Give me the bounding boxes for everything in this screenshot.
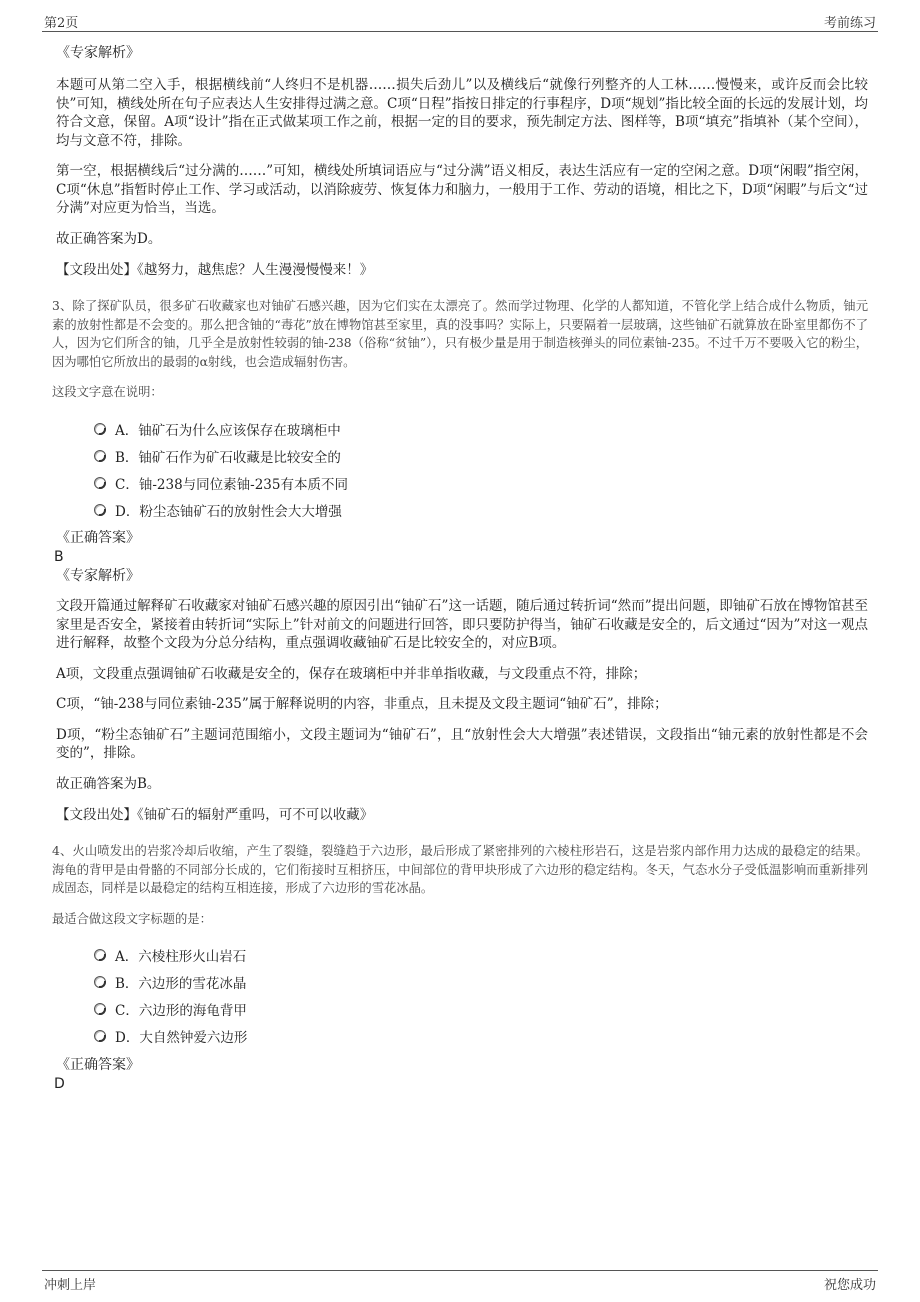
- option-label: D．粉尘态铀矿石的放射性会大大增强: [115, 503, 342, 520]
- page-footer: [0, 1266, 920, 1302]
- q3-answer-label: 《正确答案》: [56, 530, 140, 546]
- q2-analysis-label: 《专家解析》: [56, 45, 140, 61]
- footer-right: 祝您成功: [823, 1278, 876, 1293]
- radio-icon[interactable]: [94, 423, 106, 435]
- radio-icon[interactable]: [94, 450, 106, 462]
- q4-option-d[interactable]: [94, 1023, 868, 1050]
- q4-option-a[interactable]: [94, 942, 868, 969]
- q3-options: [94, 415, 868, 523]
- q2-source: 【文段出处】《越努力，越焦虑？人生漫漫慢慢来！》: [56, 262, 374, 278]
- q2-analysis-p1: 本题可从第二空入手，根据横线前“人终归不是机器……损失后劲儿”以及横线后“就像行列整齐的人工林……慢慢来，或许反而会比较快”可知，横线处所在句子应表达人生安排得过满之意。C项“日程”指按日排定的行事程序，D项“规划”指比较全面的长远的发展计划，均符合文意，保留。A项“设计”指在正式做某项工作之前，根据一定的目的要求，预先制定方法、图样等，B项“填充”指填补（某个空间），均与文意不符，排除。: [56, 77, 868, 149]
- radio-icon[interactable]: [94, 1030, 106, 1042]
- option-label: A．铀矿石为什么应该保存在玻璃柜中: [115, 422, 341, 439]
- option-label: B．铀矿石作为矿石收藏是比较安全的: [115, 449, 341, 466]
- q4-answer: D: [54, 1075, 65, 1092]
- header-title: 考前练习: [823, 16, 876, 31]
- q3-source: 【文段出处】《铀矿石的辐射严重吗，可不可以收藏》: [56, 807, 374, 823]
- q3-analysis-p2: A项，文段重点强调铀矿石收藏是安全的，保存在玻璃柜中并非单指收藏，与文段重点不符，排除；: [56, 665, 647, 682]
- page-header: [0, 0, 920, 32]
- q3-analysis-p1: 文段开篇通过解释矿石收藏家对铀矿石感兴趣的原因引出“铀矿石”这一话题，随后通过转折词“然而”提出问题，即铀矿石放在博物馆甚至家里是否安全，紧接着由转折词“实际上”针对前文的问题进行回答，即只要防护得当，铀矿石收藏是安全的，后文通过“因为”对这一观点进行解释，故整个文段为分总分结构，重点强调收藏铀矿石是比较安全的，对应B项。: [56, 598, 868, 651]
- q3-analysis-p3: C项，“铀-238与同位素铀-235”属于解释说明的内容，非重点，且未提及文段主题词“铀矿石”，排除；: [56, 696, 668, 712]
- q3-option-d[interactable]: [94, 496, 868, 523]
- q3-option-c[interactable]: [94, 469, 868, 496]
- option-label: A．六棱柱形火山岩石: [115, 949, 247, 965]
- q3-analysis-label: 《专家解析》: [56, 568, 140, 584]
- q2-analysis-p2: 第一空，根据横线后“过分满的……”可知，横线处所填词语应与“过分满”语义相反，表达生活应有一定的空闲之意。D项“闲暇”指空闲，C项“休息”指暂时停止工作、学习或活动，以消除疲劳、恢复体力和脑力，一般用于工作、劳动的语境，相比之下，D项“闲暇”与后文“过分满”对应更为恰当，当选。: [56, 163, 868, 216]
- option-label: C．六边形的海龟背甲: [115, 1003, 247, 1019]
- q3-answer: B: [54, 549, 64, 565]
- option-label: C．铀-238与同位素铀-235有本质不同: [115, 476, 348, 493]
- option-label: B．六边形的雪花冰晶: [115, 976, 247, 992]
- q4-text: 4、火山喷发出的岩浆冷却后收缩，产生了裂缝，裂缝趋于六边形，最后形成了紧密排列的六棱柱形岩石，这是岩浆内部作用力达成的最稳定的结果。海龟的背甲是由骨骼的不同部分长成的，它们衔接时互相挤压，中间部位的背甲块形成了六边形的稳定结构。冬天，气态水分子受低温影响而重新排列成固态，同样是以最稳定的结构互相连接，形成了六边形的雪花冰晶。: [52, 844, 868, 895]
- radio-icon[interactable]: [94, 949, 106, 961]
- q4-options: [94, 942, 868, 1050]
- header-rule: [42, 31, 878, 32]
- q4-option-b[interactable]: [94, 969, 868, 996]
- radio-icon[interactable]: [94, 1003, 106, 1015]
- radio-icon[interactable]: [94, 504, 106, 516]
- footer-left: 冲刺上岸: [44, 1278, 97, 1293]
- q4-option-c[interactable]: [94, 996, 868, 1023]
- option-label: D．大自然钟爱六边形: [115, 1030, 248, 1046]
- q3-conclusion: 故正确答案为B。: [56, 775, 161, 792]
- footer-rule: [42, 1270, 878, 1271]
- q4-stem: 最适合做这段文字标题的是：: [52, 911, 212, 926]
- q3-stem: 这段文字意在说明：: [52, 385, 163, 399]
- page-content: [52, 44, 868, 1092]
- radio-icon[interactable]: [94, 976, 106, 988]
- q3-text: 3、除了探矿队员，很多矿石收藏家也对铀矿石感兴趣，因为它们实在太漂亮了。然而学过物理、化学的人都知道，不管化学上结合成什么物质，铀元素的放射性都是不会变的。那么把含铀的“毒花”放在博物馆甚至家里，真的没事吗？实际上，只要隔着一层玻璃，这些铀矿石就算放在卧室里都伤不了人，因为它们所含的铀，几乎全是放射性较弱的铀-238（俗称“贫铀”），只有极少量是用于制造核弹头的同位素铀-235。不过千万不要吸入它的粉尘，因为哪怕它所放出的最弱的α射线，也会造成辐射伤害。: [52, 299, 868, 369]
- radio-icon[interactable]: [94, 477, 106, 489]
- q2-conclusion: 故正确答案为D。: [56, 230, 162, 247]
- page-number: 第2页: [44, 16, 79, 31]
- q3-analysis-p4: D项，“粉尘态铀矿石”主题词范围缩小，文段主题词为“铀矿石”，且“放射性会大大增强”表述错误，文段指出“铀元素的放射性都是不会变的”，排除。: [56, 726, 868, 761]
- q3-option-b[interactable]: [94, 442, 868, 469]
- q3-option-a[interactable]: [94, 415, 868, 442]
- q4-answer-label: 《正确答案》: [56, 1056, 140, 1073]
